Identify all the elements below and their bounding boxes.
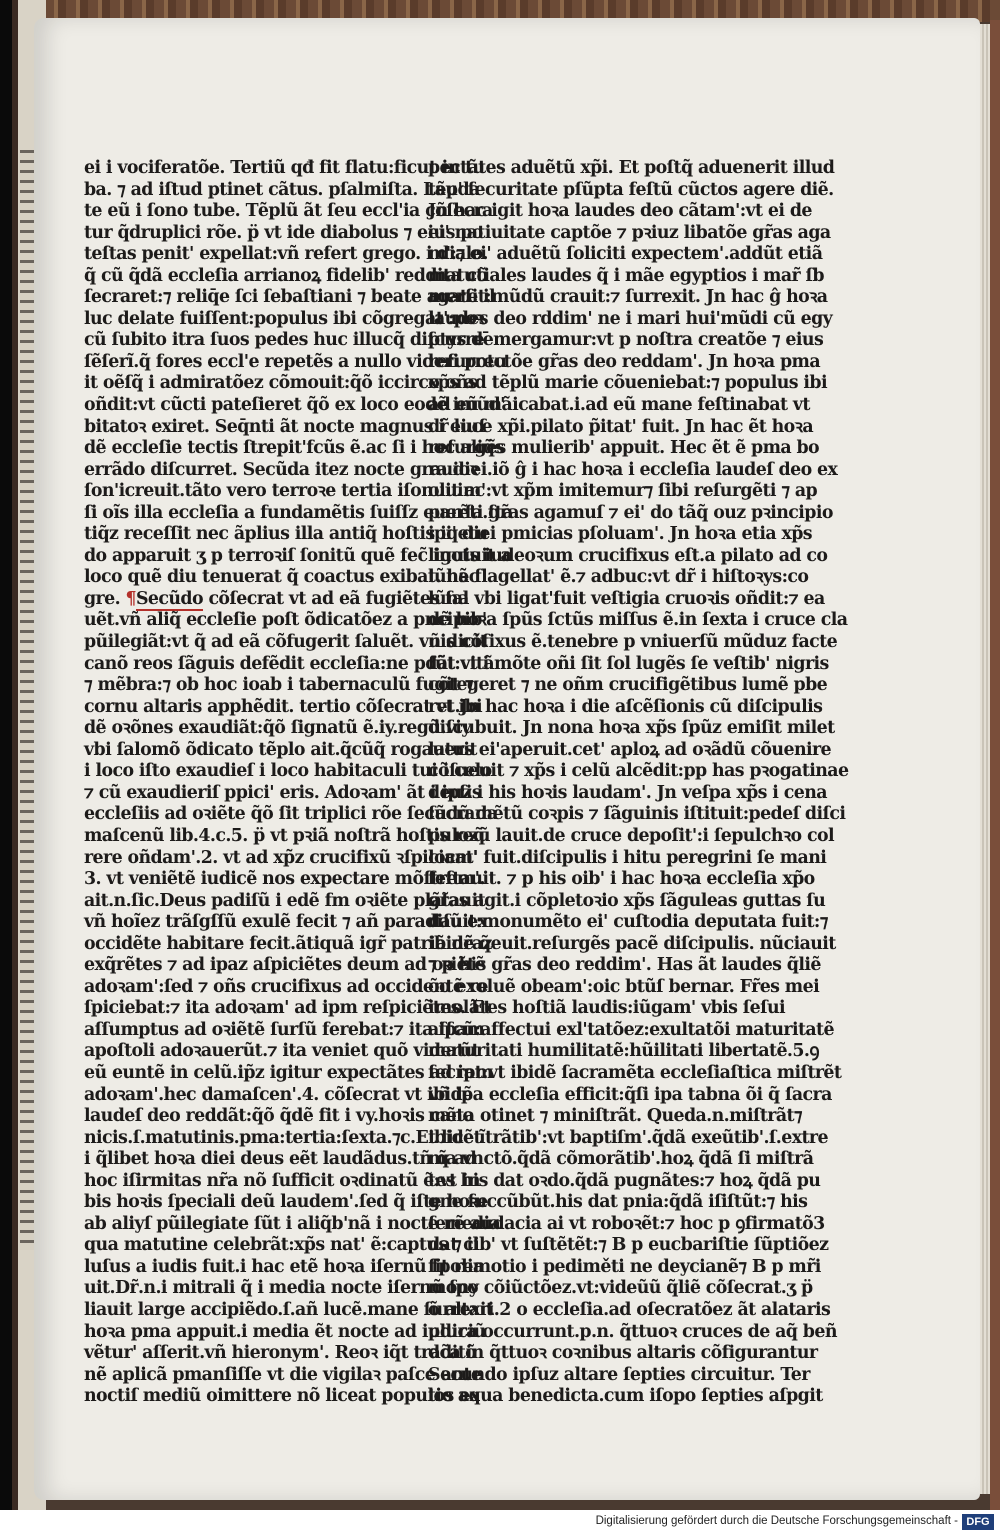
text-line: pũilegiãt:vt q̃ ad eã cõfugerit ſaluẽt. vñ dicit — [84, 632, 488, 653]
text-line: noctiſ mediũ oimittere nõ liceat populos ex — [84, 1386, 480, 1407]
text-line: ipi' diei pmicias pſoluam'. Jn hoꝛa etia xp̃s — [428, 524, 812, 545]
text-line: ei i vociferatõe. Tertiũ qđ fit flatu:ficut in tu — [84, 158, 485, 178]
text-line: Secundo ipſuz altare ſepties circuitur. Ter — [428, 1364, 810, 1385]
text-line: hoꝛa pma appuit.i media ẽt nocte ad iudiciũ — [84, 1321, 486, 1342]
digitization-footer — [0, 1510, 1000, 1535]
text-line: bitatoꝛ exiret. Seq̄nti ãt nocte magnus i eiuſ — [84, 416, 486, 437]
text-line: matutiales laudes q̃ i mãe egyptios i mar̃ ſb — [428, 265, 824, 286]
left-text-column — [84, 158, 513, 1408]
text-line: ibidẽ ĩtrãtib':vt baptiſm'.q̃dã exeũtib'.ſ.extre — [428, 1127, 828, 1148]
text-line: ba. ⁊ ad iſtud ptinet cãtus. pſalmiſta. Lauda — [84, 179, 480, 200]
text-line: dc̃a in q̃ttuoꝛ coꝛnibus altaris cõfigurantur — [428, 1343, 818, 1364]
text-line: te eũ i ſono tube. Tẽplũ ãt ſeu eccl'ia cõſecra — [84, 201, 493, 222]
text-line: eũ euntẽ in celũ.ip̃z igitur expectãtes ad ipm — [84, 1062, 493, 1083]
text-line: õ altari.2 o eccleſia.ad oſecratõez ãt alataris — [428, 1299, 831, 1320]
text-line: ſecraret:⁊ reliq̄e ſci ſebaſtiani ⁊ beate agate il — [84, 287, 496, 308]
text-line: ſerẽ audacia ai vt roboꝛẽt:⁊ hoc p ꝯfirmatõ3 — [428, 1213, 825, 1234]
text-line: canõ reos ſãguis defẽdit eccleſia:ne pdãt vitã — [84, 653, 494, 674]
text-line: gr̃as agit.i cõpletoꝛio xp̃s ſãguleas guttas ſu — [428, 890, 826, 911]
text-line: cõſueuit ⁊ xp̃s i celũ alcẽdit:pp has pꝛogatinae — [428, 761, 849, 782]
text-line: ibidẽ q̃euit.reſurgẽs pacẽ diſcipulis. nũciauit — [428, 933, 836, 954]
text-line: fit remotio i pediměti ne deycianẽ⁊ B p mr̃i — [428, 1256, 821, 1277]
text-line: errãdo diſcurret. Secũda itez nocte grauioꝛ — [84, 459, 478, 480]
text-line: mẽta otinet ⁊ miniſtrãt. Queda.n.miſtrãt⁊ — [428, 1106, 802, 1127]
text-line: adoꝛam'.hec damaſcen'.4. cõſecrat vt ibidẽ — [84, 1084, 473, 1105]
text-line: vñ hoĩez trãſgſſũ exulẽ fecit ⁊ añ paradiſũ ex — [84, 912, 488, 933]
text-line: q̃ cũ q̃dã eccleſia arrianoꝝ fidelib' reddita cõ — [84, 265, 488, 286]
text-line: it oẽſq̃ i admiratõez cõmouit:q̃õ iccirco oñs — [84, 373, 477, 394]
text-line: vẽtur' aſſerit.vñ hieronym'. Reoꝛ iq̃t traditõ — [84, 1343, 477, 1364]
text-line: aſſumptus ad oꝛiẽtẽ ſurſũ ferebat:⁊ ita ipam — [84, 1019, 485, 1040]
text-line: dẽ hoꝛa ſpũs ſctũs miſſus ẽ.in ſexta i cruce cla — [428, 610, 848, 631]
text-line: dat cib' vt ſuſtẽtẽt:⁊ B p eucbariſtie ſũptiõez — [428, 1235, 829, 1256]
text-line: merſit:mũdũ crauit:⁊ ſurrexit. Jn hac ĝ hoꝛa — [428, 287, 828, 308]
text-line: apoſtoli adoꝛauerũt.⁊ ita veniet quõ viderũt — [84, 1041, 479, 1062]
text-line: ra diei.iõ ĝ i hac hoꝛa i eccleſia laudeſ deo ex — [428, 459, 838, 480]
pilcrow-rubric-icon: ¶ — [125, 588, 136, 609]
text-line: Jn hac igit hoꝛa laudes deo cãtam':vt ei de — [428, 201, 812, 222]
text-line: oñdit:vt cũcti pateſieret q̃õ ex loco eodẽ imũd' — [84, 395, 505, 416]
text-line: uis cõfixus ẽ.tenebre p vniuerſũ mũduz facte — [428, 632, 838, 653]
text-line: ſẽſerĩ.q̃ fores eccl'e repetẽs a nullo videri potu — [84, 351, 507, 372]
text-line: tes his dat oꝛdo.q̃dã pugnãtes:⁊ hoꝝ q̃dã pu — [428, 1170, 821, 1191]
text-line: adoꝛam':ſed ⁊ oñs crucifixus ad occidentẽ re — [84, 976, 488, 997]
text-line: nicis.ſ.matutinis.pma:tertia:ſexta.⁊c.Et licet — [84, 1127, 481, 1148]
book-cover-edge — [990, 20, 1000, 1510]
text-line: latus ei'aperuit.cet' aploꝝ ad oꝛãdũ cõuenire — [428, 739, 832, 760]
text-line: pectãtes aduẽtũ xp̃i. Et poſtq̃ aduenerit illud — [428, 158, 835, 178]
text-line: uẽt.vñ aliq̃ eccleſie poſt õdicatõez a pncipib' — [84, 610, 487, 631]
text-line: laudes deo rddim' ne i mari hui'mũdi cũ egy — [428, 308, 833, 329]
text-line: reſurgẽs mulierib' appuit. Hec ẽt ẽ pma bo — [428, 438, 820, 459]
text-line: ad eũ mãicabat.i.ad eũ mane feſtinabat vt — [428, 395, 810, 416]
text-line: reſurrectõe gr̃as deo reddam'. Jn hoꝛa pma — [428, 351, 821, 372]
text-line: maſcenũ lib.4.c.5. p̈ vt pꝛiã noſtrã hoſtis req̃ — [84, 825, 485, 846]
text-line: luc delate fuiſſent:populus ibi cõgregat':poꝛ — [84, 308, 484, 329]
text-line: plura occurrunt.p.n. q̃ttuoꝛ cruces de aq̃ beñ — [428, 1321, 837, 1342]
text-line: teſtas penit' expellat:vñ refert grego. i dialo. — [84, 244, 488, 265]
text-line: ei' natiuitate captõe ⁊ pꝛiuz libatõe gr̃as aga — [428, 222, 831, 243]
text-line: exq̃rẽtes ⁊ ad ipaz aſpiciẽtes deum ad oꝛiẽtẽ — [84, 955, 485, 976]
text-line: feſtauit. ⁊ p his oib' i hac hoꝛa eccleſia xp̃o — [428, 869, 815, 890]
text-line: dauit:monumẽto ei' cuſtodia deputata fuit:⁊ — [428, 912, 828, 933]
text-line: ſi oĩs illa eccleſia a fundamẽtis ſuiſſz euerſa.ſta — [84, 502, 513, 523]
text-line: deuz i his hoꝛis laudam'. Jn veſpa xp̃s i cena — [428, 782, 827, 803]
text-line: parẽti gr̃as agamuſ ⁊ ei' do tãq̃ ouz pꝛincipio — [428, 502, 833, 523]
text-line: luſus a iudis fuit.i hac etẽ hoꝛa iſernũ ſpolia — [84, 1256, 484, 1277]
dfg-logo: DFG — [962, 1514, 994, 1530]
text-line: õo exoluẽ obeam':oic btũſ bernar. Fr̃es mei — [428, 976, 820, 997]
text-line: ⁊ mẽbra:⁊ ob hoc ioab i tabernaculũ fugit ⁊ — [84, 675, 473, 696]
text-line: ait.n.ſic.Deus padiſũ i edẽ fm oꝛiẽte plãtauit — [84, 890, 486, 911]
text-line: dr̃ luce xp̃i.pilato p̃itat' fuit. Jn hac ẽt hoꝛa — [428, 416, 813, 437]
text-line: tiq̃z receſſit nec ãplius illa antiq̃ hoſtis iqetu — [84, 524, 488, 545]
text-line: ſũt:vt i mõte oñi ſit ſol lugẽs ſe veſtib' nigris — [428, 653, 829, 674]
text-line — [84, 588, 469, 611]
text-line: qua matutine celebrãt:xp̃s nat' ẽ:captus ⁊ il — [84, 1235, 479, 1256]
text-line: lũnã flagellat' ẽ.⁊ adbuc:vt dr̃ i hiſtoꝛys:co — [428, 567, 809, 588]
text-line: ſecrat:vt ibidẽ ſacramẽta eccleſiaſtica miſtrẽt — [428, 1062, 842, 1083]
text-line: ab aliyſ pũilegiate ſũt i aliq̃b'nã i nocte media — [84, 1213, 501, 1234]
right-text-column — [428, 158, 849, 1408]
text-line: dẽ eccleſie tectis ſtrepit'fcũs ẽ.ac ſi i hoc aliq̃s — [84, 438, 504, 459]
rubric-prefix: gre. — [84, 588, 126, 609]
rubric-rest: cõſecrat vt ad eã fugiẽtes ſal — [202, 588, 469, 609]
text-line: tẽp' ſecuritate pſũpta feſtũ cũctos agere diẽ. — [428, 179, 834, 200]
text-line: hoc iſirmitas nr̃a nõ ſufficit oꝛdinatũ ẽ:vt in — [84, 1170, 480, 1191]
text-line: ⁊ p his gr̃as deo reddim'. Has ãt laudes q̃liẽ — [428, 955, 821, 976]
text-line: cornu altaris apphẽdit. tertio cõſecrat vt ibi — [84, 696, 483, 717]
text-line: imolãtes hoſtiã laudis:iũgam' vbis ſeſui — [428, 998, 786, 1019]
text-line: i loco iſto exaudieſ i loco habitaculi tui i celo — [84, 761, 492, 782]
text-line: ſpiciebat:⁊ ita adoꝛam' ad ipm reſpiciẽtes. Et — [84, 998, 491, 1019]
text-line: cũ ſubito itra ſuos pedes huc illucq̃ diſcurre ̄ — [84, 330, 490, 351]
text-line: m':⁊ ei' aduẽtũ ſoliciti expectem'.addũt etiã — [428, 244, 823, 265]
text-line: cõtegeret ⁊ ne oñm crucifigẽtibus lumẽ pbe — [428, 675, 828, 696]
text-line: ſacramẽtũ coꝛpis ⁊ ſãguinis iſtituit:pedeſ diſci — [428, 804, 846, 825]
text-line: ret.Jn hac hoꝛa i die aſcẽſionis cũ diſcipulis — [428, 696, 823, 717]
rubric-word: Secũdo — [135, 588, 203, 609]
text-line: occidẽte habitare fecit.ãtiquã igr̃ patriã nr̃az — [84, 933, 492, 954]
text-line: liguis iudeoꝛum crucifixus eſt.a pilato ad co — [428, 545, 828, 566]
text-line: nẽ aplicã pmanſiſſe vt die vigilaꝛ paſce ante — [84, 1364, 482, 1385]
text-line: tio aqua benedicta.cum iſopo ſepties aſpgit — [428, 1386, 823, 1407]
text-line: loco quẽ diu tenuerat q̃ coactus exibat. hec — [84, 567, 479, 588]
text-line: liauit large accipiẽdo.ſ.añ lucẽ.mane ſurrexit — [84, 1299, 494, 1320]
text-line: rere oñdam'.2. vt ad xp̃z crucifixũ ꝛſpiciam' — [84, 847, 478, 868]
text-line: vbi ſalomõ õdicato tẽplo ait.q̃cũq̃ rogauerit — [84, 739, 477, 760]
text-line: bis hoꝛis ſpeciali deũ laudem'.ſed q̃ iſte hoꝛe — [84, 1192, 488, 1213]
text-line: oluim':vt xp̃m imitemur⁊ ſibi reſurgẽti ⁊ ap — [428, 481, 818, 502]
text-line: laudeſ deo reddãt:q̃õ q̃dẽ fit i vy.hoꝛis cano — [84, 1106, 474, 1127]
text-line: maturitati humilitatẽ:hũilitati libertatẽ.5.ꝯ — [428, 1041, 819, 1062]
text-line: affcũ:affectui exl'tatõez:exultatõi maturitatẽ — [428, 1019, 834, 1040]
text-line: tur q̃druplici rõe. p̈ vt ide diabolus ⁊ eius po — [84, 222, 483, 243]
text-line: lũna vbi ligat'fuit veſtigia cruoꝛis oñdit:⁊ ea — [428, 588, 825, 609]
text-line: ma vnctõ.q̃dã cõmorãtib'.hoꝝ q̃dã ſi miſtrã — [428, 1149, 814, 1170]
text-line: locat' fuit.diſcipulis i hitu peregrini ſe mani — [428, 847, 827, 868]
text-line: diſcubuit. Jn nona hoꝛa xp̃s ſpũz emiſit milet — [428, 718, 835, 739]
text-line: ⁊ cũ exaudieriſ ppici' eris. Adoꝛam' ãt i ipſis — [84, 782, 482, 803]
text-line: vñ ipa eccleſia efficit:q̃ſi ipa tabna õi q̃ ſacra — [428, 1084, 832, 1105]
text-line: xp̃s ad tẽplũ marie cõueniebat:⁊ populus ibi — [428, 373, 827, 394]
funding-credit: Digitalisierung gefördert durch die Deutsche Forschungsgemeinschaft - — [595, 1515, 958, 1527]
text-line: ptys demergamur:vt p noſtra creatõe ⁊ eius — [428, 330, 824, 351]
text-line: ſon'icreuit.tãto vero terroꝛe tertia iſonuit ac — [84, 481, 485, 502]
text-line: 3. vt veniẽtẽ iudicẽ nos expectare mõſtrem'. — [84, 869, 485, 890]
text-line: eccleſiis ad oꝛiẽte q̃õ ſit triplici rõe ſecũdũ da — [84, 804, 498, 825]
text-line: dẽ oꝛõnes exaudiãt:q̃õ ſignatũ ẽ.iy.regũ.viy — [84, 718, 471, 739]
text-line: mony cõiũctõez.vt:videũũ q̃liẽ cõſecrat.ʒ p̈ — [428, 1278, 813, 1299]
text-line: do apparuit ʒ p terroꝛiſ ſonitũ quẽ fec̃ inotuit a — [84, 545, 511, 566]
text-line: uit.Dr̃.n.i mitrali q̃ i media nocte iſernũ ſpo — [84, 1278, 479, 1299]
text-line: i q̃libet hoꝛa diei deus eẽt laudãdus.tñ q̃ ad — [84, 1149, 477, 1170]
text-line: gne ſuccũbũt.his dat pnia:q̃dã iſiſtũt:⁊ his — [428, 1192, 808, 1213]
text-line: pulozũ lauit.de cruce depoſit':i ſepulchꝛo col — [428, 825, 834, 846]
